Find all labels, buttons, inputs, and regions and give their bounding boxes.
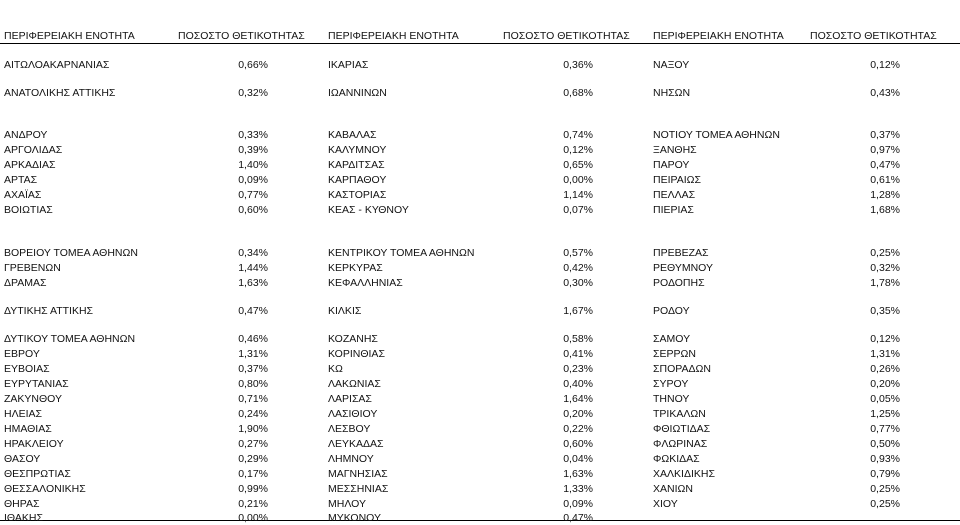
region-name: ΛΗΜΝΟΥ — [328, 453, 374, 465]
region-name: ΒΟΡΕΙΟΥ ΤΟΜΕΑ ΑΘΗΝΩΝ — [4, 247, 138, 259]
positivity-rate: 1,64% — [563, 393, 593, 405]
positivity-rate: 0,25% — [870, 247, 900, 259]
positivity-rate: 0,12% — [870, 333, 900, 345]
region-name: ΜΑΓΝΗΣΙΑΣ — [328, 468, 388, 480]
region-name: ΗΡΑΚΛΕΙΟΥ — [4, 438, 64, 450]
region-name: ΤΡΙΚΑΛΩΝ — [653, 408, 706, 420]
positivity-rate: 0,12% — [563, 144, 593, 156]
positivity-rate: 0,39% — [238, 144, 268, 156]
positivity-rate: 0,25% — [870, 498, 900, 510]
header-region-unit: ΠΕΡΙΦΕΡΕΙΑΚΗ ΕΝΟΤΗΤΑ — [653, 30, 784, 42]
region-name: ΕΥΡΥΤΑΝΙΑΣ — [4, 378, 69, 390]
positivity-rate: 1,14% — [563, 189, 593, 201]
region-name: ΣΑΜΟΥ — [653, 333, 691, 345]
positivity-rate: 1,33% — [563, 483, 593, 495]
region-name: ΔΥΤΙΚΟΥ ΤΟΜΕΑ ΑΘΗΝΩΝ — [4, 333, 136, 345]
positivity-rate: 0,30% — [563, 277, 593, 289]
positivity-rate: 0,37% — [870, 129, 900, 141]
region-name: ΚΑΣΤΟΡΙΑΣ — [328, 189, 387, 201]
region-name: ΘΑΣΟΥ — [4, 453, 41, 465]
positivity-rate: 0,47% — [563, 512, 593, 524]
positivity-rate: 0,68% — [563, 87, 593, 99]
region-name: ΚΩ — [328, 363, 343, 375]
positivity-rate: 0,77% — [870, 423, 900, 435]
positivity-rate: 0,47% — [870, 159, 900, 171]
positivity-rate: 1,67% — [563, 305, 593, 317]
positivity-rate: 1,90% — [238, 423, 268, 435]
positivity-rate: 0,74% — [563, 129, 593, 141]
region-name: ΧΑΛΚΙΔΙΚΗΣ — [653, 468, 715, 480]
positivity-rate: 0,77% — [238, 189, 268, 201]
region-name: ΑΧΑΪΑΣ — [4, 189, 42, 201]
positivity-rate: 0,09% — [563, 498, 593, 510]
positivity-rate: 0,17% — [238, 468, 268, 480]
region-name: ΚΑΛΥΜΝΟΥ — [328, 144, 387, 156]
region-name: ΛΕΥΚΑΔΑΣ — [328, 438, 384, 450]
positivity-rate: 0,37% — [238, 363, 268, 375]
region-name: ΙΚΑΡΙΑΣ — [328, 59, 369, 71]
region-name: ΡΕΘΥΜΝΟΥ — [653, 262, 714, 274]
positivity-rate: 0,00% — [238, 512, 268, 524]
region-name: ΚΑΡΔΙΤΣΑΣ — [328, 159, 385, 171]
positivity-rate: 0,40% — [563, 378, 593, 390]
positivity-rate: 0,97% — [870, 144, 900, 156]
region-name: ΚΕΝΤΡΙΚΟΥ ΤΟΜΕΑ ΑΘΗΝΩΝ — [328, 247, 475, 259]
region-name: ΣΠΟΡΑΔΩΝ — [653, 363, 711, 375]
positivity-rate: 0,79% — [870, 468, 900, 480]
positivity-rate: 0,42% — [563, 262, 593, 274]
header-region-unit: ΠΕΡΙΦΕΡΕΙΑΚΗ ΕΝΟΤΗΤΑ — [4, 30, 135, 42]
positivity-rate: 1,40% — [238, 159, 268, 171]
positivity-rate: 0,71% — [238, 393, 268, 405]
header-region-unit: ΠΕΡΙΦΕΡΕΙΑΚΗ ΕΝΟΤΗΤΑ — [328, 30, 459, 42]
region-name: ΚΙΛΚΙΣ — [328, 305, 362, 317]
region-name: ΤΗΝΟΥ — [653, 393, 690, 405]
header-positivity-rate: ΠΟΣΟΣΤΟ ΘΕΤΙΚΟΤΗΤΑΣ — [503, 30, 630, 42]
positivity-rate: 0,60% — [563, 438, 593, 450]
positivity-rate: 0,32% — [870, 262, 900, 274]
region-name: ΠΙΕΡΙΑΣ — [653, 204, 694, 216]
positivity-rate: 0,35% — [870, 305, 900, 317]
positivity-rate: 0,41% — [563, 348, 593, 360]
positivity-rate: 0,24% — [238, 408, 268, 420]
region-name: ΘΗΡΑΣ — [4, 498, 40, 510]
region-name: ΠΕΛΛΑΣ — [653, 189, 696, 201]
positivity-rate: 1,31% — [870, 348, 900, 360]
positivity-rate: 0,61% — [870, 174, 900, 186]
region-name: ΛΑΡΙΣΑΣ — [328, 393, 372, 405]
region-name: ΘΕΣΠΡΩΤΙΑΣ — [4, 468, 71, 480]
region-name: ΗΛΕΙΑΣ — [4, 408, 43, 420]
region-name: ΦΛΩΡΙΝΑΣ — [653, 438, 708, 450]
table-bottom-rule — [0, 520, 960, 521]
region-name: ΦΩΚΙΔΑΣ — [653, 453, 700, 465]
positivity-rate: 0,25% — [870, 483, 900, 495]
region-name: ΦΘΙΩΤΙΔΑΣ — [653, 423, 711, 435]
positivity-rate: 0,33% — [238, 129, 268, 141]
positivity-rate: 0,43% — [870, 87, 900, 99]
region-name: ΕΥΒΟΙΑΣ — [4, 363, 50, 375]
region-name: ΠΕΙΡΑΙΩΣ — [653, 174, 701, 186]
positivity-rate: 0,57% — [563, 247, 593, 259]
region-name: ΛΑΣΙΘΙΟΥ — [328, 408, 378, 420]
region-name: ΝΟΤΙΟΥ ΤΟΜΕΑ ΑΘΗΝΩΝ — [653, 129, 780, 141]
positivity-rate: 0,29% — [238, 453, 268, 465]
positivity-rate: 0,12% — [870, 59, 900, 71]
region-name: ΜΕΣΣΗΝΙΑΣ — [328, 483, 389, 495]
positivity-rate: 0,50% — [870, 438, 900, 450]
positivity-rate: 0,99% — [238, 483, 268, 495]
region-name: ΚΑΒΑΛΑΣ — [328, 129, 377, 141]
positivity-rate: 0,27% — [238, 438, 268, 450]
positivity-rate: 1,25% — [870, 408, 900, 420]
positivity-rate: 0,47% — [238, 305, 268, 317]
positivity-rate: 1,28% — [870, 189, 900, 201]
positivity-rate: 0,00% — [563, 174, 593, 186]
positivity-rate: 1,63% — [563, 468, 593, 480]
positivity-rate: 0,65% — [563, 159, 593, 171]
positivity-rate: 0,09% — [238, 174, 268, 186]
positivity-rate: 0,93% — [870, 453, 900, 465]
region-name: ΜΗΛΟΥ — [328, 498, 366, 510]
region-name: ΠΡΕΒΕΖΑΣ — [653, 247, 709, 259]
region-name: ΙΘΑΚΗΣ — [4, 512, 43, 524]
region-name: ΚΕΦΑΛΛΗΝΙΑΣ — [328, 277, 403, 289]
positivity-rate: 0,26% — [870, 363, 900, 375]
region-name: ΡΟΔΟΥ — [653, 305, 690, 317]
positivity-rate: 1,78% — [870, 277, 900, 289]
region-name: ΕΒΡΟΥ — [4, 348, 40, 360]
positivity-rate: 0,23% — [563, 363, 593, 375]
region-name: ΙΩΑΝΝΙΝΩΝ — [328, 87, 387, 99]
region-name: ΚΑΡΠΑΘΟΥ — [328, 174, 387, 186]
region-name: ΚΟΖΑΝΗΣ — [328, 333, 378, 345]
region-name: ΑΡΓΟΛΙΔΑΣ — [4, 144, 63, 156]
positivity-rate: 0,20% — [870, 378, 900, 390]
region-name: ΑΡΤΑΣ — [4, 174, 38, 186]
positivity-rate: 0,07% — [563, 204, 593, 216]
positivity-rate: 0,20% — [563, 408, 593, 420]
positivity-rate: 0,22% — [563, 423, 593, 435]
region-name: ΗΜΑΘΙΑΣ — [4, 423, 52, 435]
region-name: ΣΥΡΟΥ — [653, 378, 689, 390]
region-name: ΧΙΟΥ — [653, 498, 678, 510]
region-name: ΝΑΞΟΥ — [653, 59, 690, 71]
region-name: ΣΕΡΡΩΝ — [653, 348, 696, 360]
region-name: ΚΕΑΣ - ΚΥΘΝΟΥ — [328, 204, 409, 216]
positivity-rate: 0,34% — [238, 247, 268, 259]
region-name: ΛΑΚΩΝΙΑΣ — [328, 378, 381, 390]
positivity-rate: 1,68% — [870, 204, 900, 216]
region-name: ΑΡΚΑΔΙΑΣ — [4, 159, 56, 171]
region-name: ΑΝΔΡΟΥ — [4, 129, 48, 141]
positivity-rate: 0,80% — [238, 378, 268, 390]
region-name: ΠΑΡΟΥ — [653, 159, 690, 171]
region-name: ΒΟΙΩΤΙΑΣ — [4, 204, 53, 216]
region-name: ΑΙΤΩΛΟΑΚΑΡΝΑΝΙΑΣ — [4, 59, 110, 71]
region-name: ΔΡΑΜΑΣ — [4, 277, 47, 289]
region-name: ΚΕΡΚΥΡΑΣ — [328, 262, 383, 274]
region-name: ΞΑΝΘΗΣ — [653, 144, 697, 156]
positivity-rate: 0,66% — [238, 59, 268, 71]
region-name: ΜΥΚΟΝΟΥ — [328, 512, 382, 524]
positivity-rate: 0,21% — [238, 498, 268, 510]
region-name: ΚΟΡΙΝΘΙΑΣ — [328, 348, 385, 360]
positivity-rate: 0,60% — [238, 204, 268, 216]
header-positivity-rate: ΠΟΣΟΣΤΟ ΘΕΤΙΚΟΤΗΤΑΣ — [178, 30, 305, 42]
region-name: ΖΑΚΥΝΘΟΥ — [4, 393, 63, 405]
positivity-rate: 1,63% — [238, 277, 268, 289]
region-name: ΔΥΤΙΚΗΣ ΑΤΤΙΚΗΣ — [4, 305, 94, 317]
region-name: ΡΟΔΟΠΗΣ — [653, 277, 705, 289]
region-name: ΑΝΑΤΟΛΙΚΗΣ ΑΤΤΙΚΗΣ — [4, 87, 116, 99]
region-name: ΧΑΝΙΩΝ — [653, 483, 693, 495]
positivity-rate: 0,46% — [238, 333, 268, 345]
region-name: ΛΕΣΒΟΥ — [328, 423, 371, 435]
positivity-rate: 0,36% — [563, 59, 593, 71]
header-positivity-rate: ΠΟΣΟΣΤΟ ΘΕΤΙΚΟΤΗΤΑΣ — [810, 30, 937, 42]
region-name: ΝΗΣΩΝ — [653, 87, 691, 99]
positivity-rate: 0,32% — [238, 87, 268, 99]
positivity-rate: 1,44% — [238, 262, 268, 274]
positivity-rate: 1,31% — [238, 348, 268, 360]
positivity-rate: 0,04% — [563, 453, 593, 465]
region-name: ΘΕΣΣΑΛΟΝΙΚΗΣ — [4, 483, 86, 495]
positivity-rate: 0,05% — [870, 393, 900, 405]
positivity-rate: 0,58% — [563, 333, 593, 345]
region-name: ΓΡΕΒΕΝΩΝ — [4, 262, 61, 274]
